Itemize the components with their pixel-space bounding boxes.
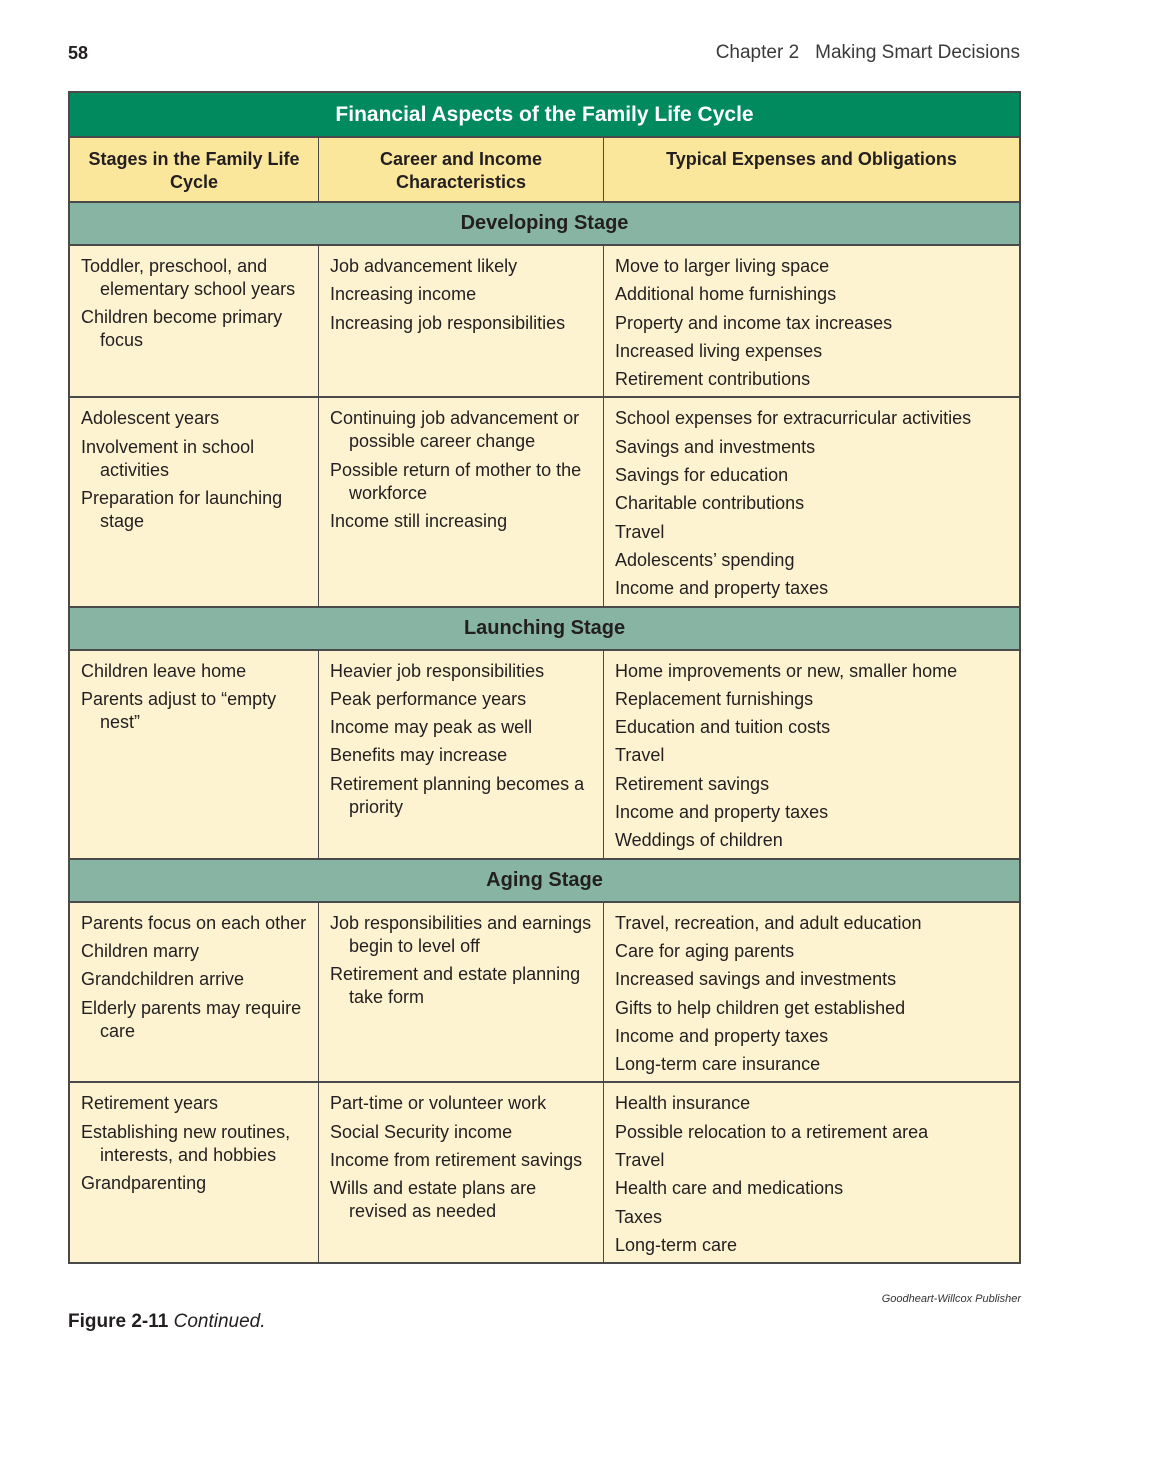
chapter-title: Making Smart Decisions	[815, 42, 1020, 63]
cell-stages	[70, 651, 318, 858]
list-item: Benefits may increase	[330, 745, 508, 766]
list-item: Part-time or volunteer work	[330, 1093, 547, 1114]
list-item: Gifts to help children get established	[615, 997, 906, 1018]
family-life-cycle-table	[68, 91, 1021, 1264]
list-item: Children marry	[81, 940, 200, 961]
stage-band: Aging Stage	[70, 860, 1019, 903]
list-item: Income still increasing	[330, 511, 508, 532]
cell-expenses	[603, 903, 1019, 1082]
list-item: Establishing new routines, interests, and hobbies	[81, 1121, 291, 1165]
list-item: Savings and investments	[615, 436, 816, 457]
list-item: Continuing job advancement or possible career change	[330, 408, 580, 452]
list-item: Income may peak as well	[330, 717, 533, 738]
chapter-label: Chapter 2	[715, 42, 800, 63]
cell-stages	[70, 398, 318, 605]
list-item: Savings for education	[615, 465, 789, 486]
list-item: Children leave home	[81, 660, 247, 681]
figure-note: Continued.	[173, 1311, 266, 1332]
list-item: Job responsibilities and earnings begin to level off	[330, 912, 592, 956]
list-item: Additional home furnishings	[615, 284, 837, 305]
list-item: Elderly parents may require care	[81, 997, 302, 1041]
column-header-stages: Stages in the Family Life Cycle	[88, 149, 300, 192]
list-item: Home improvements or new, smaller home	[615, 660, 958, 681]
list-item: Retirement and estate planning take form	[330, 963, 581, 1007]
list-item: Increasing job responsibilities	[330, 312, 566, 333]
list-item: Heavier job responsibilities	[330, 660, 545, 681]
list-item: Parents focus on each other	[81, 912, 307, 933]
table-body	[70, 203, 1019, 1262]
cell-career	[318, 651, 603, 858]
figure-caption	[68, 1311, 266, 1333]
table-row	[70, 1083, 1019, 1262]
cell-career	[318, 903, 603, 1082]
list-item: Peak performance years	[330, 688, 527, 709]
list-item: Increased living expenses	[615, 340, 823, 361]
list-item: Education and tuition costs	[615, 717, 831, 738]
list-item: Parents adjust to “empty nest”	[81, 688, 277, 732]
list-item: Wills and estate plans are revised as needed	[330, 1178, 537, 1222]
list-item: Possible relocation to a retirement area	[615, 1121, 929, 1142]
running-head	[716, 42, 1020, 64]
list-item: Possible return of mother to the workforce	[330, 459, 582, 503]
figure-label: Figure 2-11	[68, 1311, 169, 1332]
table-title: Financial Aspects of the Family Life Cycle	[70, 93, 1019, 138]
column-header-expenses: Typical Expenses and Obligations	[603, 138, 1019, 201]
cell-career	[318, 1083, 603, 1262]
list-item: Travel, recreation, and adult education	[615, 912, 922, 933]
column-header-career: Career and Income Characteristics	[318, 138, 603, 201]
list-item: Social Security income	[330, 1121, 513, 1142]
list-item: Retirement years	[81, 1093, 219, 1114]
list-item: Children become primary focus	[81, 307, 283, 351]
publisher-credit: Goodheart-Willcox Publisher	[881, 1293, 1021, 1305]
list-item: Job advancement likely	[330, 256, 518, 276]
cell-expenses	[603, 651, 1019, 858]
list-item: Health insurance	[615, 1093, 751, 1114]
cell-expenses	[603, 246, 1019, 396]
list-item: Travel	[615, 745, 665, 766]
list-item: Travel	[615, 1150, 665, 1171]
cell-stages	[70, 903, 318, 1082]
list-item: Weddings of children	[615, 830, 783, 851]
cell-stages	[70, 1083, 318, 1262]
cell-expenses	[603, 398, 1019, 605]
list-item: Long-term care	[615, 1234, 738, 1255]
list-item: Retirement planning becomes a priority	[330, 773, 585, 817]
list-item: Health care and medications	[615, 1178, 844, 1199]
list-item: Long-term care insurance	[615, 1054, 821, 1075]
table-row	[70, 398, 1019, 607]
list-item: Grandparenting	[81, 1173, 207, 1194]
list-item: Move to larger living space	[615, 256, 830, 276]
list-item: School expenses for extracurricular activities	[615, 408, 972, 429]
list-item: Toddler, preschool, and elementary school years	[81, 256, 296, 299]
list-item: Charitable contributions	[615, 493, 805, 514]
list-item: Involvement in school activities	[81, 436, 255, 480]
list-item: Replacement furnishings	[615, 688, 814, 709]
list-item: Income from retirement savings	[330, 1150, 583, 1171]
table-row	[70, 651, 1019, 860]
table-header-row	[70, 138, 1019, 203]
table-row	[70, 903, 1019, 1084]
list-item: Grandchildren arrive	[81, 969, 245, 990]
list-item: Preparation for launching stage	[81, 488, 283, 532]
list-item: Income and property taxes	[615, 1025, 829, 1046]
list-item: Increased savings and investments	[615, 969, 897, 990]
cell-career	[318, 398, 603, 605]
list-item: Income and property taxes	[615, 578, 829, 599]
list-item: Property and income tax increases	[615, 312, 893, 333]
table-row	[70, 246, 1019, 398]
list-item: Adolescent years	[81, 408, 220, 429]
list-item: Income and property taxes	[615, 802, 829, 823]
cell-stages	[70, 246, 318, 396]
list-item: Retirement savings	[615, 773, 770, 794]
list-item: Retirement contributions	[615, 369, 811, 390]
cell-career	[318, 246, 603, 396]
cell-expenses	[603, 1083, 1019, 1262]
list-item: Taxes	[615, 1206, 663, 1227]
list-item: Adolescents’ spending	[615, 549, 795, 570]
list-item: Care for aging parents	[615, 940, 795, 961]
page-number: 58	[68, 43, 89, 63]
stage-band: Developing Stage	[70, 203, 1019, 246]
list-item: Increasing income	[330, 284, 477, 305]
stage-band: Launching Stage	[70, 608, 1019, 651]
list-item: Travel	[615, 521, 665, 542]
